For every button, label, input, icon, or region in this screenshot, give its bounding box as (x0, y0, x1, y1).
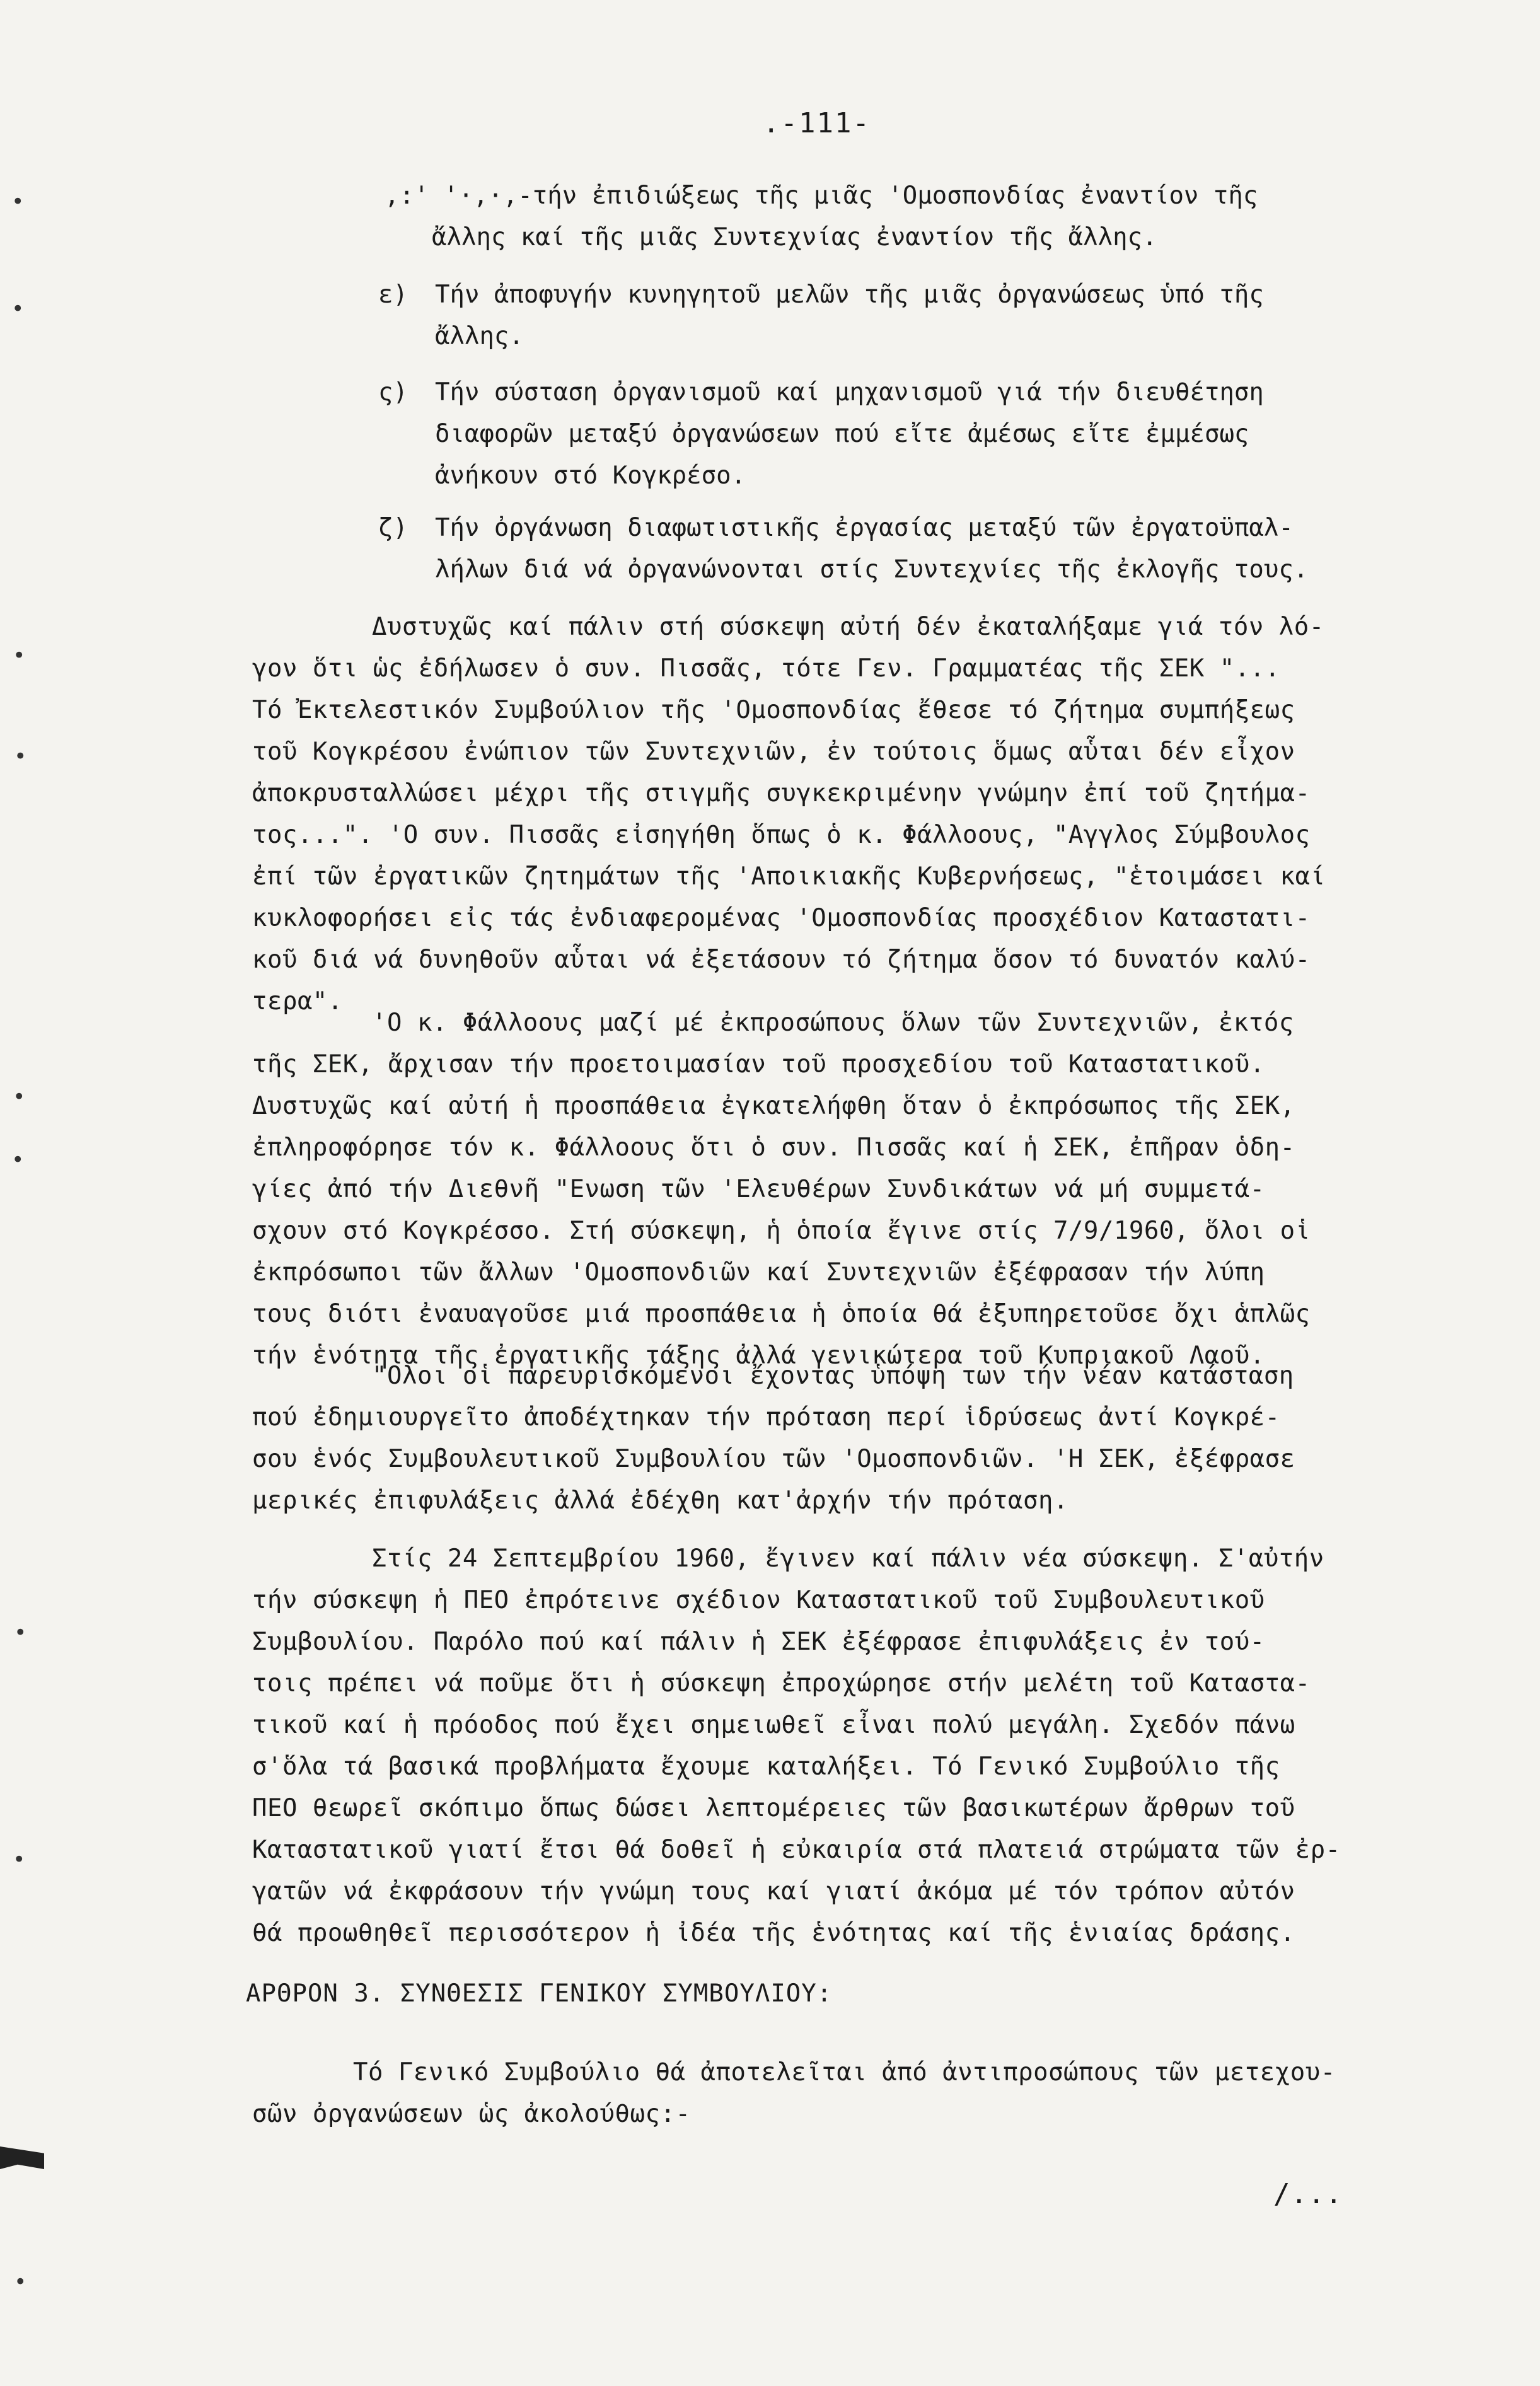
paragraph-line: σου ἑνός Συμβουλευτικοῦ Συμβουλίου τῶν 'Ομοσπονδιῶν. 'Η ΣΕΚ, ἐξέφρασε (252, 1445, 1295, 1473)
list-item (378, 274, 1264, 357)
paragraph-line: Δυστυχῶς καί πάλιν στή σύσκεψη αὐτή δέν ἐκαταλήξαμε γιά τόν λό- (372, 613, 1324, 641)
paragraph-line: τοῦ Κογκρέσου ἐνώπιον τῶν Συντεχνιῶν, ἐν τούτοις ὅμως αὗται δέν εἶχον (252, 738, 1295, 766)
paragraph-line: τήν ἑνότητα τῆς ἐργατικῆς τάξης ἀλλά γενικώτερα τοῦ Κυπριακοῦ Λαοῦ. (252, 1341, 1265, 1370)
list-item-label: ε) (378, 281, 408, 309)
paragraph-line: γίες ἀπό τήν Διεθνῆ "Ενωση τῶν 'Ελευθέρων Συνδικάτων νά μή συμμετά- (252, 1175, 1265, 1203)
scan-speck: • (11, 1147, 25, 1173)
article-heading: ΑΡΘΡΟΝ 3. ΣΥΝΘΕΣΙΣ ΓΕΝΙΚΟΥ ΣΥΜΒΟΥΛΙΟΥ: (246, 1979, 833, 2008)
paragraph-line: τοις πρέπει νά ποῦμε ὅτι ἡ σύσκεψη ἐπροχώρησε στήν μελέτη τοῦ Καταστα- (252, 1669, 1311, 1698)
paragraph-line: τος...". 'Ο συν. Πισσᾶς εἰσηγήθη ὅπως ὁ κ. Φάλλοους, "Αγγλος Σύμβουλος (252, 821, 1311, 849)
list-item-line: λήλων διά νά ὀργανώνονται στίς Συντεχνίες τῆς ἐκλογῆς τους. (435, 555, 1309, 584)
scan-speck: • (11, 296, 25, 321)
paragraph-line: σ'ὅλα τά βασικά προβλήματα ἔχουμε καταλήξει. Τό Γενικό Συμβούλιο τῆς (252, 1752, 1280, 1781)
paragraph-line: Συμβουλίου. Παρόλο πού καί πάλιν ἡ ΣΕΚ ἐξέφρασε ἐπιφυλάξεις ἐν τού- (252, 1628, 1265, 1656)
paragraph (252, 606, 1450, 1022)
list-item (385, 175, 1258, 258)
page-number: .-111- (763, 107, 871, 139)
scan-speck: • (13, 1084, 26, 1109)
scan-speck: • (11, 189, 25, 214)
scan-speck: • (14, 1620, 27, 1645)
paragraph (252, 1002, 1450, 1377)
list-item (378, 507, 1309, 591)
paragraph (252, 1355, 1450, 1522)
paragraph-line: ἐπί τῶν ἐργατικῶν ζητημάτων τῆς 'Αποικιακῆς Κυβερνήσεως, "ἑτοιμάσει καί (252, 862, 1326, 891)
paragraph-line: ΠΕΟ θεωρεῖ σκόπιμο ὅπως δώσει λεπτομέρειες τῶν βασικωτέρων ἄρθρων τοῦ (252, 1794, 1295, 1822)
paragraph-line: τῆς ΣΕΚ, ἄρχισαν τήν προετοιμασίαν τοῦ προσχεδίου τοῦ Καταστατικοῦ. (252, 1050, 1265, 1079)
paragraph-line: κυκλοφορήσει εἰς τάς ἐνδιαφερομένας 'Ομοσπονδίας προσχέδιον Καταστατι- (252, 904, 1311, 932)
paragraph-line: τερα". (252, 987, 343, 1016)
paragraph-line: τικοῦ καί ἡ πρόοδος πού ἔχει σημειωθεῖ εἶναι πολύ μεγάλη. Σχεδόν πάνω (252, 1711, 1295, 1739)
list-item-line: διαφορῶν μεταξύ ὀργανώσεων πού εἴτε ἀμέσως εἴτε ἐμμέσως (435, 420, 1249, 448)
paragraph-line: ἐκπρόσωποι τῶν ἄλλων 'Ομοσπονδιῶν καί Συντεχνιῶν ἐξέφρασαν τήν λύπη (252, 1258, 1265, 1287)
list-item-label: ζ) (378, 514, 408, 542)
list-item-label: ς) (378, 378, 408, 407)
paragraph-line: κοῦ διά νά δυνηθοῦν αὗται νά ἐξετάσουν τό ζήτημα ὅσον τό δυνατόν καλύ- (252, 946, 1311, 974)
scan-speck: • (13, 643, 26, 668)
paragraph-line: "Ολοι οἱ παρευρισκόμενοι ἔχοντας ὑπόψη των τήν νέαν κατάσταση (372, 1362, 1294, 1390)
paragraph-line: γον ὅτι ὡς ἐδήλωσεν ὁ συν. Πισσᾶς, τότε Γεν. Γραμματέας τῆς ΣΕΚ "... (252, 654, 1280, 683)
paragraph-line: 'Ο κ. Φάλλοους μαζί μέ ἐκπροσώπους ὅλων τῶν Συντεχνιῶν, ἐκτός (372, 1009, 1294, 1037)
paragraph-line: θά προωθηθεῖ περισσότερον ἡ ἰδέα τῆς ἑνότητας καί τῆς ἑνιαίας δράσης. (252, 1919, 1295, 1947)
list-item-line: ἄλλης καί τῆς μιᾶς Συντεχνίας ἐναντίον τῆς ἄλλης. (432, 223, 1157, 252)
paragraph-line: Στίς 24 Σεπτεμβρίου 1960, ἔγινεν καί πάλιν νέα σύσκεψη. Σ'αὐτήν (372, 1544, 1324, 1573)
paragraph-line: πού ἐδημιουργεῖτο ἀποδέχτηκαν τήν πρόταση περί ἱδρύσεως ἀντί Κογκρέ- (252, 1403, 1280, 1432)
list-item-line: ἀνήκουν στό Κογκρέσο. (435, 461, 746, 490)
paragraph-line: Τό Ἐκτελεστικόν Συμβούλιον τῆς 'Ομοσπονδίας ἔθεσε τό ζήτημα συμπήξεως (252, 696, 1295, 724)
paragraph-line: Τό Γενικό Συμβούλιο θά ἀποτελεῖται ἀπό ἀντιπροσώπους τῶν μετεχου- (353, 2058, 1336, 2087)
scan-speck: • (14, 2269, 27, 2295)
list-item (378, 372, 1264, 497)
paragraph-line: ἀποκρυσταλλώσει μέχρι τῆς στιγμῆς συγκεκριμένην γνώμην ἐπί τοῦ ζητήμα- (252, 779, 1311, 808)
paragraph-line: σῶν ὀργανώσεων ὡς ἀκολούθως:- (252, 2100, 691, 2128)
scan-speck: • (13, 1847, 26, 1872)
list-item-line: Τήν ἀποφυγήν κυνηγητοῦ μελῶν τῆς μιᾶς ὀργανώσεως ὑπό τῆς (435, 281, 1264, 309)
paragraph-line: ἐπληροφόρησε τόν κ. Φάλλοους ὅτι ὁ συν. Πισσᾶς καί ἡ ΣΕΚ, ἐπῆραν ὁδη- (252, 1133, 1295, 1162)
continuation-mark: /... (1273, 2178, 1343, 2210)
paragraph-line: τους διότι ἐναυαγοῦσε μιά προσπάθεια ἡ ὁποία θά ἐξυπηρετοῦσε ὄχι ἁπλῶς (252, 1300, 1311, 1328)
list-item-line: ,:' '·,·,-τήν ἐπιδιώξεως τῆς μιᾶς 'Ομοσπονδίας ἐναντίον τῆς (385, 182, 1258, 210)
paragraph (252, 1538, 1450, 1954)
scan-edge-blot (0, 2146, 44, 2169)
paragraph-line: Καταστατικοῦ γιατί ἔτσι θά δοθεῖ ἡ εὐκαιρία στά πλατειά στρώματα τῶν ἐρ- (252, 1836, 1341, 1864)
paragraph-line: Δυστυχῶς καί αὐτή ἡ προσπάθεια ἐγκατελήφθη ὅταν ὁ ἐκπρόσωπος τῆς ΣΕΚ, (252, 1092, 1295, 1120)
paragraph (252, 2052, 1450, 2135)
paragraph-line: μερικές ἐπιφυλάξεις ἀλλά ἐδέχθη κατ'ἀρχήν τήν πρόταση. (252, 1486, 1068, 1515)
paragraph-line: γατῶν νά ἐκφράσουν τήν γνώμη τους καί γιατί ἀκόμα μέ τόν τρόπον αὐτόν (252, 1877, 1295, 1906)
list-item-line: Τήν ὀργάνωση διαφωτιστικῆς ἐργασίας μεταξύ τῶν ἐργατοϋπαλ- (435, 514, 1294, 542)
paragraph-line: σχουν στό Κογκρέσσο. Στή σύσκεψη, ἡ ὁποία ἔγινε στίς 7/9/1960, ὅλοι οἱ (252, 1217, 1311, 1245)
paragraph-line: τήν σύσκεψη ἡ ΠΕΟ ἐπρότεινε σχέδιον Καταστατικοῦ τοῦ Συμβουλευτικοῦ (252, 1586, 1265, 1614)
list-item-line: Τήν σύσταση ὀργανισμοῦ καί μηχανισμοῦ γιά τήν διευθέτηση (435, 378, 1264, 407)
scan-speck: • (14, 744, 27, 769)
list-item-line: ἄλλης. (435, 322, 524, 350)
